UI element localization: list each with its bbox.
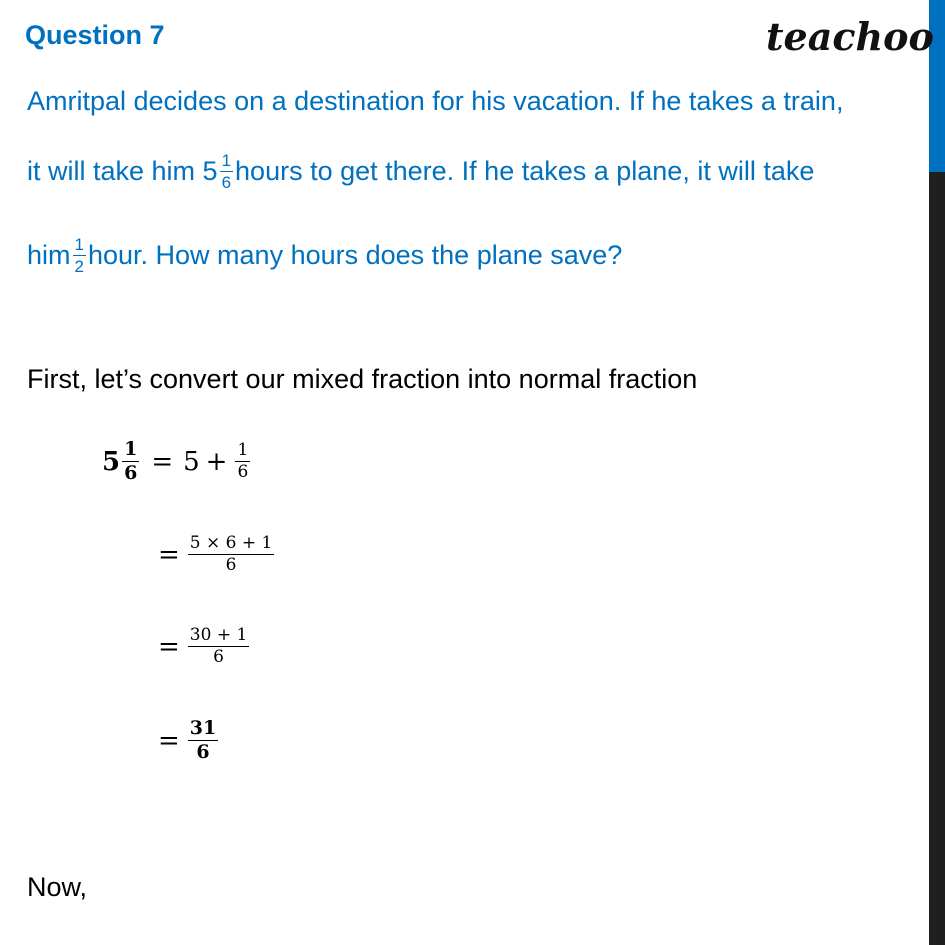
solution-intro: First, let’s convert our mixed fraction into normal fraction: [27, 364, 698, 394]
fraction-numerator: 1: [237, 440, 249, 460]
fraction-denominator: 6: [237, 462, 249, 482]
fraction-one-half: [73, 236, 86, 275]
step-3-fraction: [188, 627, 250, 666]
fraction-denominator: 6: [196, 741, 210, 763]
question-line-3: [27, 236, 622, 275]
plus-sign: +: [205, 446, 228, 477]
equals-sign: =: [158, 539, 180, 570]
teachoo-logo: teachoo: [766, 14, 934, 59]
step-2-fraction: [188, 535, 275, 574]
mixed-whole: 5: [102, 446, 121, 477]
math-step-1: [102, 440, 252, 483]
question-line-3-text-b: hour. How many hours does the plane save?: [87, 240, 623, 270]
fraction-numerator: 1: [124, 438, 138, 460]
mixed-fraction: [122, 440, 139, 483]
question-line-2: [27, 152, 814, 191]
question-line-2-text-b: hours to get there. If he takes a plane, it will take: [235, 156, 815, 186]
fraction-denominator: 6: [124, 462, 138, 484]
fraction-denominator: 6: [225, 555, 237, 575]
right-sidebar-bar: [929, 0, 945, 945]
equals-sign: =: [158, 631, 180, 662]
equals-sign: =: [151, 446, 174, 477]
fraction-one-sixth: [220, 152, 233, 191]
solution-now: Now,: [27, 872, 88, 902]
question-line-1: Amritpal decides on a destination for his vacation. If he takes a train,: [27, 86, 844, 116]
step-4-fraction: [188, 719, 218, 762]
fraction-numerator: 31: [189, 717, 217, 739]
math-step-2: [158, 535, 276, 574]
rhs-fraction: [235, 442, 250, 481]
fraction-denominator: 2: [74, 257, 84, 276]
fraction-numerator: 1: [74, 235, 84, 254]
question-label: Question 7: [25, 20, 165, 50]
question-line-2-text-a: it will take him 5: [27, 156, 218, 186]
math-step-3: [158, 627, 251, 666]
question-line-3-text-a: him: [27, 240, 71, 270]
fraction-numerator: 1: [221, 151, 232, 170]
fraction-numerator: 5 × 6 + 1: [189, 533, 273, 553]
fraction-numerator: 30 + 1: [189, 625, 248, 645]
fraction-denominator: 6: [213, 647, 224, 667]
rhs-whole: 5: [183, 446, 200, 477]
fraction-denominator: 6: [221, 173, 232, 192]
math-step-4: [158, 719, 220, 762]
equals-sign: =: [158, 725, 180, 756]
